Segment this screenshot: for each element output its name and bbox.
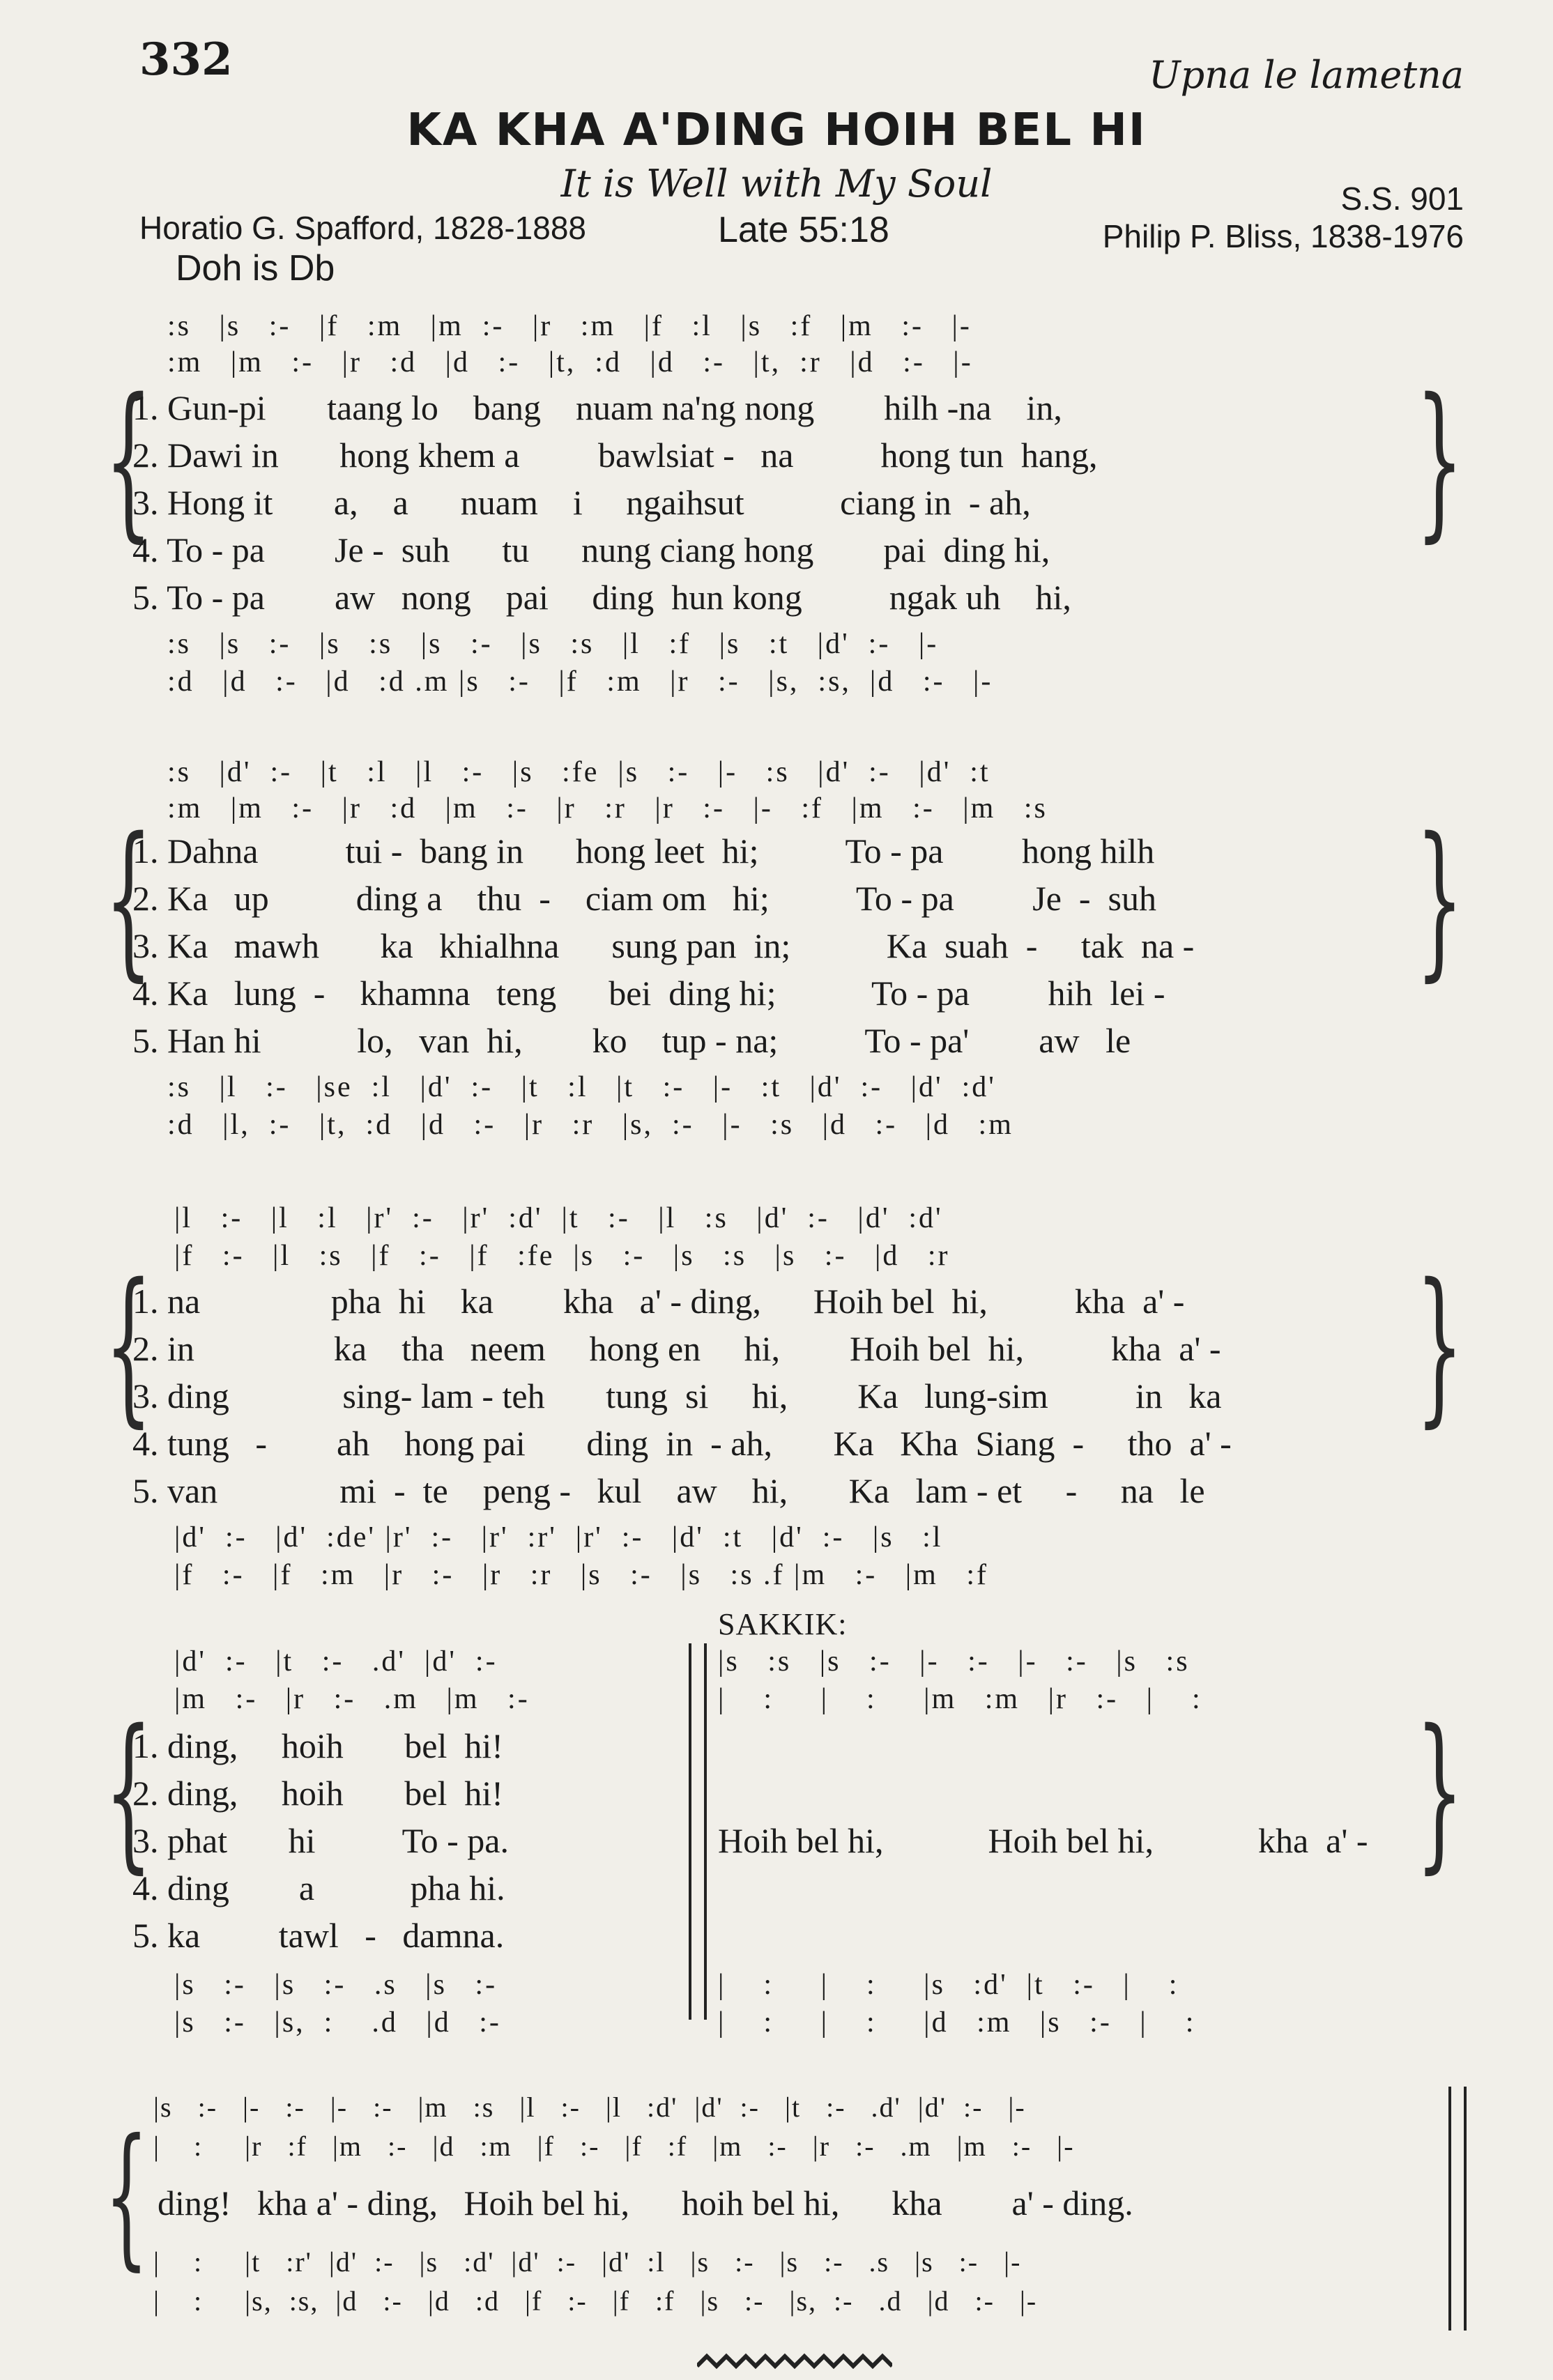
chorus-bass-notes: | : | : |d :m |s :- | : xyxy=(718,2006,1196,2039)
right-brace-icon: } xyxy=(1416,362,1464,558)
bass-notes: | : |s, :s, |d :- |d :d |f :- |f :f |s :- |s, :- .d |d :- |- xyxy=(153,2285,1038,2317)
tenor-notes: |d' :- |d' :de' |r' :- |r' :r' |r' :- |d' :t |d' :- |s :l xyxy=(174,1521,943,1553)
soprano-notes: :s |d' :- |t :l |l :- |s :fe |s :- |- :s |d' :- |d' :t xyxy=(167,756,990,788)
verse-2-line: 2. in ka tha neem hong en hi, Hoih bel hi, kha a' - xyxy=(132,1329,1221,1368)
verse-1-line: 1. na pha hi ka kha a' - ding, Hoih bel hi, kha a' - xyxy=(132,1282,1185,1321)
key-signature: Doh is Db xyxy=(176,248,335,289)
verse-1-line: 1. ding, hoih bel hi! xyxy=(132,1726,503,1765)
verse-5-line: 5. van mi - te peng - kul aw hi, Ka lam - et - na le xyxy=(132,1471,1205,1510)
verse-4-line: 4. To - pa Je - suh tu nung ciang hong pai ding hi, xyxy=(132,530,1050,569)
hymn-code: S.S. 901 xyxy=(1340,181,1464,217)
hymn-subtitle: It is Well with My Soul xyxy=(560,162,993,206)
soprano-notes: |d' :- |t :- .d' |d' :- xyxy=(174,1645,498,1677)
bass-notes: |s :- |s, : .d |d :- xyxy=(174,2006,501,2039)
chorus-tenor-notes: | : | : |s :d' |t :- | : xyxy=(718,1969,1179,2001)
music-system-3 xyxy=(105,1185,1478,1603)
chorus-soprano-notes: |s :s |s :- |- :- |- :- |s :s xyxy=(718,1645,1190,1677)
verse-2-line: 2. Ka up ding a thu - ciam om hi; To - pa Je - suh xyxy=(132,879,1157,918)
composer: Philip P. Bliss, 1838-1976 xyxy=(1102,218,1464,254)
verse-5-line: 5. To - pa aw nong pai ding hun kong ngak uh hi, xyxy=(132,578,1071,617)
verse-1-line: 1. Dahna tui - bang in hong leet hi; To - pa hong hilh xyxy=(132,831,1155,870)
bass-notes: :d |l, :- |t, :d |d :- |r :r |s, :- |- :s |d :- |d :m xyxy=(167,1109,1013,1141)
verse-5-line: 5. Han hi lo, van hi, ko tup - na; To - pa' aw le xyxy=(132,1021,1131,1060)
chorus-label: SAKKIK: xyxy=(718,1607,848,1641)
verse-4-line: 4. ding a pha hi. xyxy=(132,1868,505,1907)
chorus-alto-notes: | : | : |m :m |r :- | : xyxy=(718,1683,1202,1715)
alto-notes: |f :- |l :s |f :- |f :fe |s :- |s :s |s :- |d :r xyxy=(174,1240,950,1272)
music-system-5 xyxy=(105,2084,1478,2349)
alto-notes: :m |m :- |r :d |m :- |r :r |r :- |- :f |m :- |m :s xyxy=(167,792,1048,824)
bass-notes: :d |d :- |d :d .m |s :- |f :m |r :- |s, :s, |d :- |- xyxy=(167,666,993,698)
left-brace-icon: { xyxy=(105,1694,153,1889)
left-brace-icon: { xyxy=(105,362,153,558)
double-barline xyxy=(689,1643,707,2020)
verse-3-line: 3. Hong it a, a nuam i ngaihsut ciang in - ah, xyxy=(132,483,1031,522)
verse-3-line: 3. phat hi To - pa. xyxy=(132,1821,509,1860)
bass-notes: |f :- |f :m |r :- |r :r |s :- |s :s .f |m :- |m :f xyxy=(174,1559,989,1591)
left-brace-icon: { xyxy=(105,801,153,997)
tenor-notes: | : |t :r' |d' :- |s :d' |d' :- |d' :l |s :- |s :- .s |s :- |- xyxy=(153,2246,1022,2278)
verse-4-line: 4. tung - ah hong pai ding in - ah, Ka Kha Siang - tho a' - xyxy=(132,1424,1232,1463)
section-title: Upna le lametna xyxy=(1149,53,1464,97)
music-system-2 xyxy=(105,739,1478,1150)
page-number: 332 xyxy=(139,33,233,86)
alto-notes: :m |m :- |r :d |d :- |t, :d |d :- |t, :r |d :- |- xyxy=(167,346,973,378)
soprano-notes: :s |s :- |f :m |m :- |r :m |f :l |s :f |m :- |- xyxy=(167,310,972,342)
right-brace-icon: } xyxy=(1416,801,1464,997)
chorus-final-line: ding! kha a' - ding, Hoih bel hi, hoih bel hi, kha a' - ding. xyxy=(158,2183,1133,2222)
verse-3-line: 3. Ka mawh ka khialhna sung pan in; Ka suah - tak na - xyxy=(132,926,1195,965)
tenor-notes: :s |s :- |s :s |s :- |s :s |l :f |s :t |d' :- |- xyxy=(167,628,939,660)
alto-notes: |m :- |r :- .m |m :- xyxy=(174,1683,530,1715)
right-brace-icon: } xyxy=(1416,1247,1464,1443)
verse-2-line: 2. ding, hoih bel hi! xyxy=(132,1774,503,1813)
tenor-notes: |s :- |s :- .s |s :- xyxy=(174,1969,498,2001)
tenor-notes: :s |l :- |se :l |d' :- |t :l |t :- |- :t |d' :- |d' :d' xyxy=(167,1071,996,1103)
verse-4-line: 4. Ka lung - khamna teng bei ding hi; To - pa hih lei - xyxy=(132,974,1165,1013)
scripture-reference: Late 55:18 xyxy=(718,210,889,250)
music-system-4 xyxy=(105,1638,1478,2042)
left-brace-icon: { xyxy=(105,2106,148,2285)
verse-3-line: 3. ding sing- lam - teh tung si hi, Ka lung-sim in ka xyxy=(132,1376,1222,1415)
verse-5-line: 5. ka tawl - damna. xyxy=(132,1916,505,1955)
hymn-title: KA KHA A'DING HOIH BEL HI xyxy=(406,105,1147,156)
chorus-lyric: Hoih bel hi, Hoih bel hi, kha a' - xyxy=(718,1821,1368,1860)
soprano-notes: |l :- |l :l |r' :- |r' :d' |t :- |l :s |d' :- |d' :d' xyxy=(174,1202,943,1234)
music-system-1 xyxy=(105,300,1478,711)
right-brace-icon: } xyxy=(1416,1694,1464,1889)
verse-1-line: 1. Gun-pi taang lo bang nuam na'ng nong hilh -na in, xyxy=(132,388,1062,427)
verse-2-line: 2. Dawi in hong khem a bawlsiat - na hong tun hang, xyxy=(132,436,1098,475)
ornament-divider-icon xyxy=(697,2352,892,2372)
left-brace-icon: { xyxy=(105,1247,153,1443)
soprano-notes: |s :- |- :- |- :- |m :s |l :- |l :d' |d' :- |t :- .d' |d' :- |- xyxy=(153,2091,1026,2123)
final-barline xyxy=(1448,2087,1467,2331)
lyricist: Horatio G. Spafford, 1828-1888 xyxy=(139,210,587,246)
alto-notes: | : |r :f |m :- |d :m |f :- |f :f |m :- |r :- .m |m :- |- xyxy=(153,2131,1075,2162)
